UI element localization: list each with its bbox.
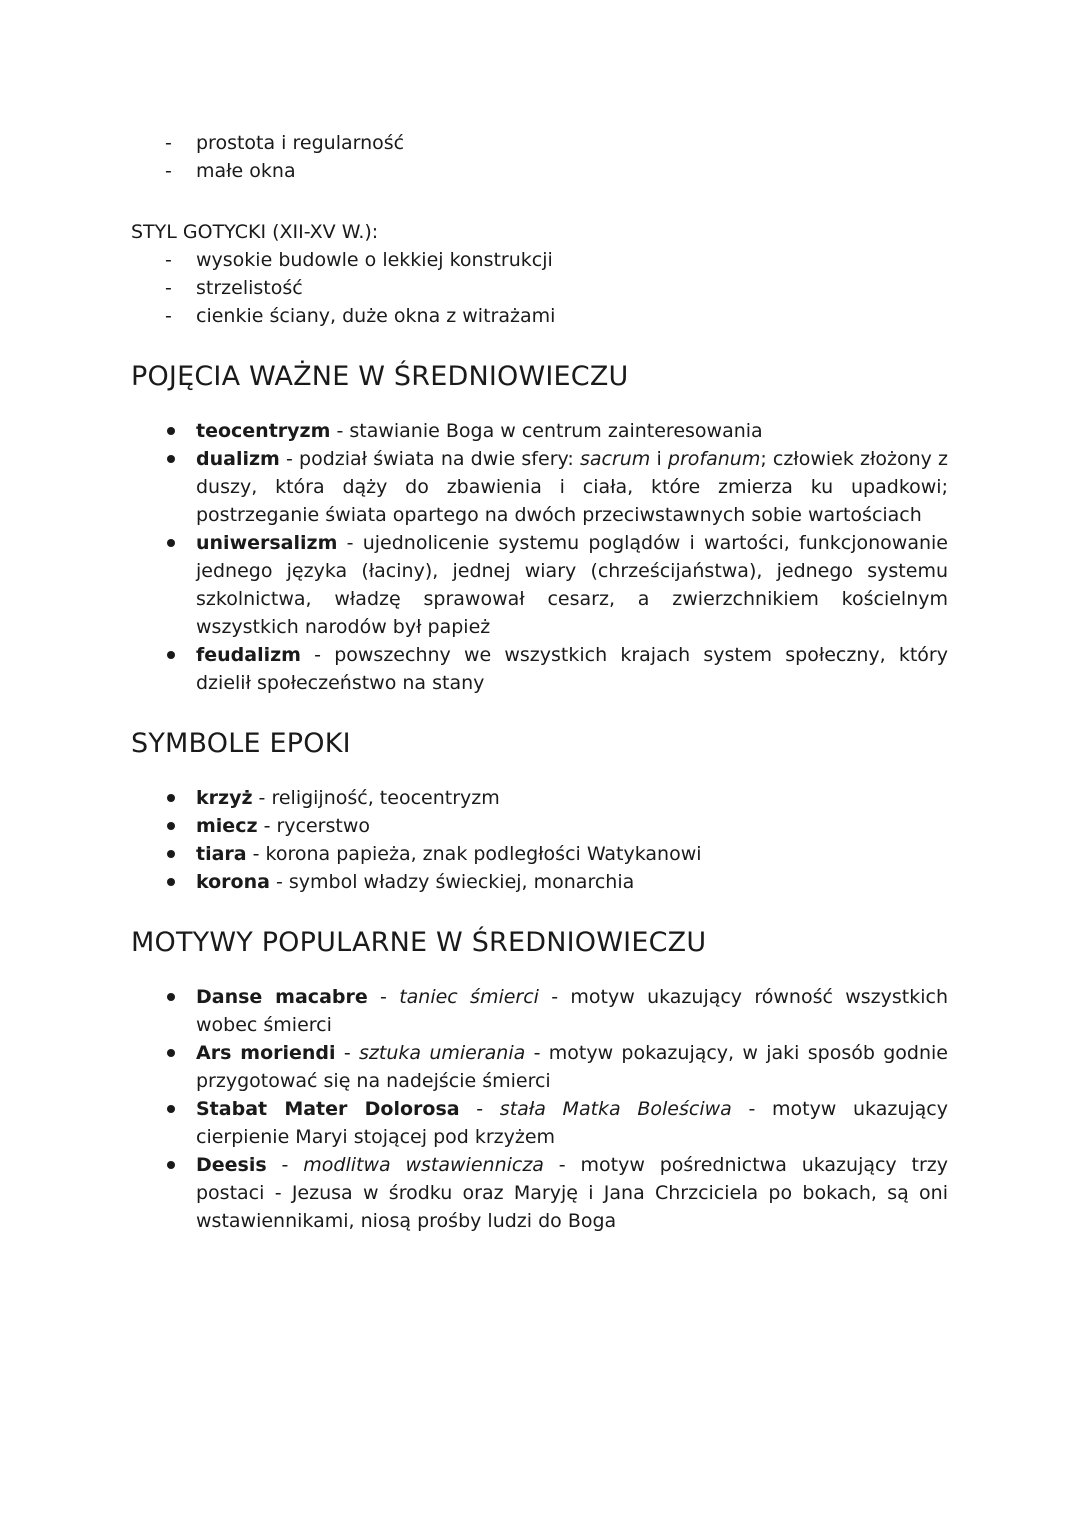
list-item: - wysokie budowle o lekkiej konstrukcji [131, 246, 948, 274]
gothic-features-list [131, 246, 948, 330]
term: uniwersalizm [196, 532, 338, 554]
definition: i [650, 448, 668, 470]
romanesque-features-list [131, 129, 948, 185]
list-item [131, 983, 948, 1039]
italic-term: sacrum [579, 448, 651, 470]
motifs-list [131, 983, 948, 1235]
definition: - ujednolicenie systemu poglądów i wartości, funkcjonowanie jednego języka (łaciny), jednej wiary (chrześcijaństwa), jednego systemu szkolnictwa, władzę sprawował cesarz, a zwierzchnikiem kościelnym wszystkich narodów był papież [196, 532, 948, 638]
definition: - motyw pokazujący, w jaki sposób godnie przygotować się na nadejście śmierci [196, 1042, 948, 1092]
list-item [131, 868, 948, 896]
list-item [131, 445, 948, 529]
list-item [131, 812, 948, 840]
list-item: - małe okna [131, 157, 948, 185]
term: Ars moriendi [196, 1042, 336, 1064]
definition: - symbol władzy świeckiej, monarchia [269, 871, 635, 893]
definition: - korona papieża, znak podległości Watykanowi [246, 843, 702, 865]
symbols-list [131, 784, 948, 896]
translation: taniec śmierci [399, 986, 539, 1008]
definition: - powszechny we wszystkich krajach system społeczny, który dzielił społeczeństwo na stany [196, 644, 948, 694]
italic-term: profanum [667, 448, 761, 470]
list-item [131, 1095, 948, 1151]
concepts-heading: POJĘCIA WAŻNE W ŚREDNIOWIECZU [131, 361, 629, 392]
separator: - [459, 1098, 500, 1120]
term: feudalizm [196, 644, 301, 666]
definition: - podział świata na dwie sfery: [279, 448, 580, 470]
separator: - [367, 986, 400, 1008]
definition: - rycerstwo [257, 815, 370, 837]
term: teocentryzm [196, 420, 331, 442]
list-item: - cienkie ściany, duże okna z witrażami [131, 302, 948, 330]
list-item [131, 784, 948, 812]
term: dualizm [196, 448, 280, 470]
translation: sztuka umierania [359, 1042, 526, 1064]
symbols-heading: SYMBOLE EPOKI [131, 728, 351, 759]
term: Stabat Mater Dolorosa [196, 1098, 460, 1120]
definition: ; człowiek złożony z duszy, która dąży do zbawienia i ciała, które zmierza ku upadkowi; postrzeganie świata opartego na dwóch przeciwstawnych sobie wartościach [196, 448, 949, 526]
term: Danse macabre [196, 986, 368, 1008]
list-item [131, 1039, 948, 1095]
list-item [131, 641, 948, 697]
term: tiara [196, 843, 247, 865]
document-content [131, 129, 948, 1235]
motifs-heading: MOTYWY POPULARNE W ŚREDNIOWIECZU [131, 927, 707, 958]
concepts-list [131, 417, 948, 697]
separator: - [335, 1042, 360, 1064]
term: korona [196, 871, 270, 893]
list-item [131, 529, 948, 641]
list-item: - strzelistość [131, 274, 948, 302]
gothic-style-heading: STYL GOTYCKI (XII-XV W.): [131, 221, 379, 243]
term: miecz [196, 815, 258, 837]
list-item [131, 417, 948, 445]
separator: - [266, 1154, 304, 1176]
definition: - motyw ukazujący cierpienie Maryi stojącej pod krzyżem [196, 1098, 948, 1148]
translation: modlitwa wstawiennicza [303, 1154, 544, 1176]
list-item [131, 840, 948, 868]
term: Deesis [196, 1154, 267, 1176]
translation: stała Matka Boleściwa [499, 1098, 732, 1120]
term: krzyż [196, 787, 253, 809]
definition: - motyw pośrednictwa ukazujący trzy postaci - Jezusa w środku oraz Maryję i Jana Chrzciciela po bokach, są oni wstawiennikami, niosą prośby ludzi do Boga [196, 1154, 949, 1232]
list-item: - prostota i regularność [131, 129, 948, 157]
definition: - motyw ukazujący równość wszystkich wobec śmierci [196, 986, 948, 1036]
list-item [131, 1151, 948, 1235]
definition: - stawianie Boga w centrum zainteresowania [330, 420, 763, 442]
definition: - religijność, teocentryzm [252, 787, 500, 809]
